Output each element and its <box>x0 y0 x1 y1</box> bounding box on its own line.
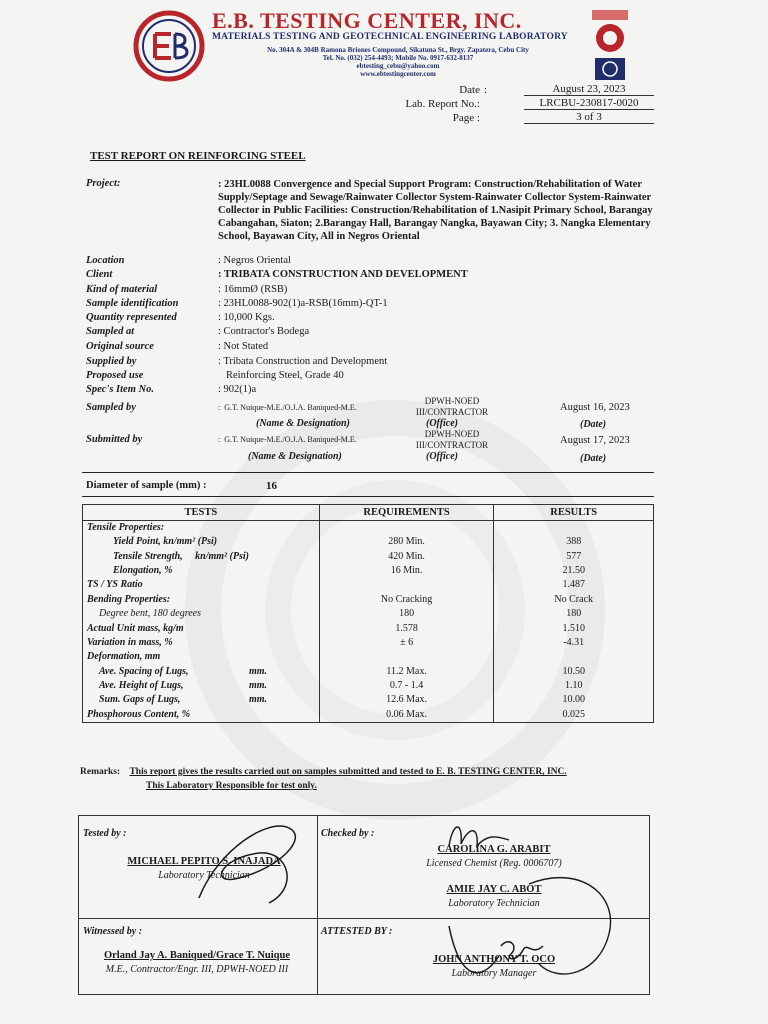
table-row <box>83 665 654 679</box>
result: 1.487 <box>494 578 654 592</box>
kind-value: : 16mmØ (RSB) <box>218 284 288 295</box>
sampled-at-label: Sampled at <box>86 326 135 337</box>
submitted-by-office: DPWH-NOED III/CONTRACTOR <box>415 429 489 450</box>
supplied-value: : Tribata Construction and Development <box>218 356 388 367</box>
submitted-by-names: G.T. Nuique-M.E./O.J.A. Baniqued-M.E. <box>224 435 357 444</box>
location-value: : Negros Oriental <box>218 255 291 266</box>
report-no: LRCBU-230817-0020 <box>524 97 654 110</box>
test-unit: mm. <box>249 665 268 677</box>
requirement: 12.6 Max. <box>319 693 494 707</box>
sampled-by-label: Sampled by <box>86 402 136 413</box>
sampled-date-caption: (Date) <box>580 419 607 430</box>
result <box>494 521 654 536</box>
result: 21.50 <box>494 564 654 578</box>
test-name: Phosphorous Content, % <box>83 708 320 723</box>
result <box>494 650 654 664</box>
origin-label: Original source <box>86 341 154 352</box>
witnessed-name: Orland Jay A. Baniqued/Grace T. Nuique <box>103 950 291 961</box>
result: 10.00 <box>494 693 654 707</box>
requirement: 11.2 Max. <box>319 665 494 679</box>
table-row <box>83 535 654 549</box>
sampled-office-caption: (Office) <box>426 418 459 429</box>
test-name: Tensile Strength, <box>113 550 183 562</box>
requirement: 180 <box>319 607 494 621</box>
submitted-name-caption: (Name & Designation) <box>248 451 342 462</box>
company-address: No. 304A & 304B Ramona Briones Compound, Sikatuna St., Brgy. Zapatera, Cebu City <box>267 46 529 54</box>
use-value: Reinforcing Steel, Grade 40 <box>226 370 344 381</box>
test-name: Actual Unit mass, kg/m <box>83 621 320 635</box>
company-subtitle: MATERIALS TESTING AND GEOTECHNICAL ENGINEERING LABORATORY <box>212 32 568 42</box>
test-unit: kn/mm² (Psi) <box>195 550 249 562</box>
report-date: August 23, 2023 <box>524 83 654 96</box>
header-tests: TESTS <box>83 505 320 521</box>
diameter-label: Diameter of sample (mm) : <box>86 480 207 491</box>
submitted-by-date: August 17, 2023 <box>560 435 630 446</box>
date-label: Date <box>459 84 480 96</box>
remarks-label: Remarks: <box>80 767 121 777</box>
attested-label: ATTESTED BY : <box>321 926 393 937</box>
requirement: 420 Min. <box>319 549 494 563</box>
table-row <box>83 593 654 607</box>
checked-name-2: AMIE JAY C. ABOT <box>446 884 542 895</box>
result: 577 <box>494 549 654 563</box>
page-label: Page : <box>452 112 480 124</box>
requirement <box>319 650 494 664</box>
kind-label: Kind of material <box>86 284 158 295</box>
test-unit: mm. <box>249 680 268 692</box>
test-name: Degree bent, 180 degrees <box>83 607 320 621</box>
company-name: E.B. TESTING CENTER, INC. <box>212 8 522 33</box>
accreditation-seals <box>590 10 630 82</box>
test-name: Elongation, % <box>83 564 320 578</box>
client-value: : TRIBATA CONSTRUCTION AND DEVELOPMENT <box>218 269 468 280</box>
result: -4.31 <box>494 636 654 650</box>
checked-name-1: CAROLINA G. ARABIT <box>437 844 551 855</box>
checked-role-2: Laboratory Technician <box>448 898 540 909</box>
sampled-by-names: G.T. Nuique-M.E./O.J.A. Baniqued-M.E. <box>224 403 357 412</box>
requirement: 1.578 <box>319 621 494 635</box>
test-name: Bending Properties: <box>83 593 320 607</box>
company-website: www.ebtestingcenter.com <box>360 70 436 78</box>
result: 1.10 <box>494 679 654 693</box>
result: 1.510 <box>494 621 654 635</box>
test-name: Deformation, mm <box>83 650 320 664</box>
sample-id-value: : 23HL0088-902(1)a-RSB(16mm)-QT-1 <box>218 298 388 309</box>
qty-value: : 10,000 Kgs. <box>218 312 275 323</box>
use-label: Proposed use <box>86 370 144 381</box>
remarks <box>80 767 567 777</box>
table-row <box>83 607 654 621</box>
table-row <box>83 693 654 707</box>
attested-name: JOHN ANTHONY T. OCO <box>432 954 556 965</box>
report-no-label: Lab. Report No.: <box>405 98 480 110</box>
result: 10.50 <box>494 665 654 679</box>
test-name: Variation in mass, % <box>83 636 320 650</box>
header-requirements: REQUIREMENTS <box>319 505 494 521</box>
requirement: 0.06 Max. <box>319 708 494 723</box>
remarks-line1: This report gives the results carried out on samples submitted and tested to E. B. TESTING CENTER, INC. <box>129 767 567 777</box>
sampled-by-date: August 16, 2023 <box>560 402 630 413</box>
test-name: Yield Point, kn/mm² (Psi) <box>83 535 320 549</box>
remarks-line2: This Laboratory Responsible for test only. <box>146 781 317 791</box>
company-logo <box>133 10 205 82</box>
tested-name: MICHAEL PEPITO S. INAJADA <box>127 856 281 867</box>
table-row <box>83 679 654 693</box>
table-row <box>83 564 654 578</box>
table-row <box>83 621 654 635</box>
sample-id-label: Sample identification <box>86 298 179 309</box>
submitted-office-caption: (Office) <box>426 451 459 462</box>
table-header-row <box>83 505 654 521</box>
qty-label: Quantity represented <box>86 312 177 323</box>
test-name: Ave. Height of Lugs, <box>99 680 184 692</box>
header-results: RESULTS <box>494 505 654 521</box>
company-email: ebtesting_cebu@yahoo.com <box>356 62 440 70</box>
requirement: 0.7 - 1.4 <box>319 679 494 693</box>
test-name: Ave. Spacing of Lugs, <box>99 665 189 677</box>
requirement: ± 6 <box>319 636 494 650</box>
company-phone: Tel. No. (032) 254-4493; Mobile No. 0917-632-8137 <box>322 54 474 62</box>
result: 180 <box>494 607 654 621</box>
project-label: Project: <box>86 178 121 189</box>
divider <box>82 496 654 497</box>
checked-label: Checked by : <box>321 828 375 839</box>
table-row <box>83 650 654 664</box>
witnessed-role: M.E., Contractor/Engr. III, DPWH-NOED III <box>105 964 289 975</box>
divider <box>82 472 654 473</box>
requirement: No Cracking <box>319 593 494 607</box>
table-row <box>83 521 654 536</box>
test-name: TS / YS Ratio <box>83 578 320 592</box>
result: 0.025 <box>494 708 654 723</box>
spec-value: : 902(1)a <box>218 384 257 395</box>
witnessed-label: Witnessed by : <box>83 926 143 937</box>
result: 388 <box>494 535 654 549</box>
page-number: 3 of 3 <box>524 111 654 124</box>
project-value: : 23HL0088 Convergence and Special Support Program: Construction/Rehabilitation of Water Supply/Septage and Sewage/Rainwater Collector System-Rainwater Collector System-Rainwater Collector in Public Facilities: Construction/Rehabilitation of 1.Nasipit Primary School, Barangay Cabangahan, Siaton; 2.Barangay Hall, Barangay Nangka, Bayawan City; 3. Nangka Elementary School, Bayawan City, All in Negros Oriental <box>218 179 653 242</box>
test-unit: mm. <box>249 694 268 706</box>
tested-role: Laboratory Technician <box>158 870 250 881</box>
signature-box <box>78 815 650 995</box>
report-title: TEST REPORT ON REINFORCING STEEL <box>90 150 306 162</box>
test-name: Tensile Properties: <box>83 521 320 536</box>
spec-label: Spec's Item No. <box>86 384 154 395</box>
submitted-by-label: Submitted by <box>86 434 143 445</box>
result: No Crack <box>494 593 654 607</box>
requirement <box>319 578 494 592</box>
checked-role-1: Licensed Chemist (Reg. 0006707) <box>426 858 562 869</box>
test-results-table <box>82 504 654 723</box>
tested-label: Tested by : <box>83 828 127 839</box>
diameter-value: 16 <box>266 480 277 492</box>
table-row <box>83 578 654 592</box>
sampled-at-value: : Contractor's Bodega <box>218 326 310 337</box>
sampled-name-caption: (Name & Designation) <box>256 418 350 429</box>
client-label: Client <box>86 269 113 280</box>
origin-value: : Not Stated <box>218 341 269 352</box>
attested-role: Laboratory Manager <box>451 968 537 979</box>
test-name: Sum. Gaps of Lugs, <box>99 694 181 706</box>
supplied-label: Supplied by <box>86 356 137 367</box>
table-row <box>83 708 654 723</box>
requirement <box>319 521 494 536</box>
sampled-by-office: DPWH-NOED III/CONTRACTOR <box>415 396 489 417</box>
requirement: 280 Min. <box>319 535 494 549</box>
requirement: 16 Min. <box>319 564 494 578</box>
submitted-date-caption: (Date) <box>580 453 607 464</box>
location-label: Location <box>86 255 125 266</box>
table-row <box>83 549 654 563</box>
table-row <box>83 636 654 650</box>
